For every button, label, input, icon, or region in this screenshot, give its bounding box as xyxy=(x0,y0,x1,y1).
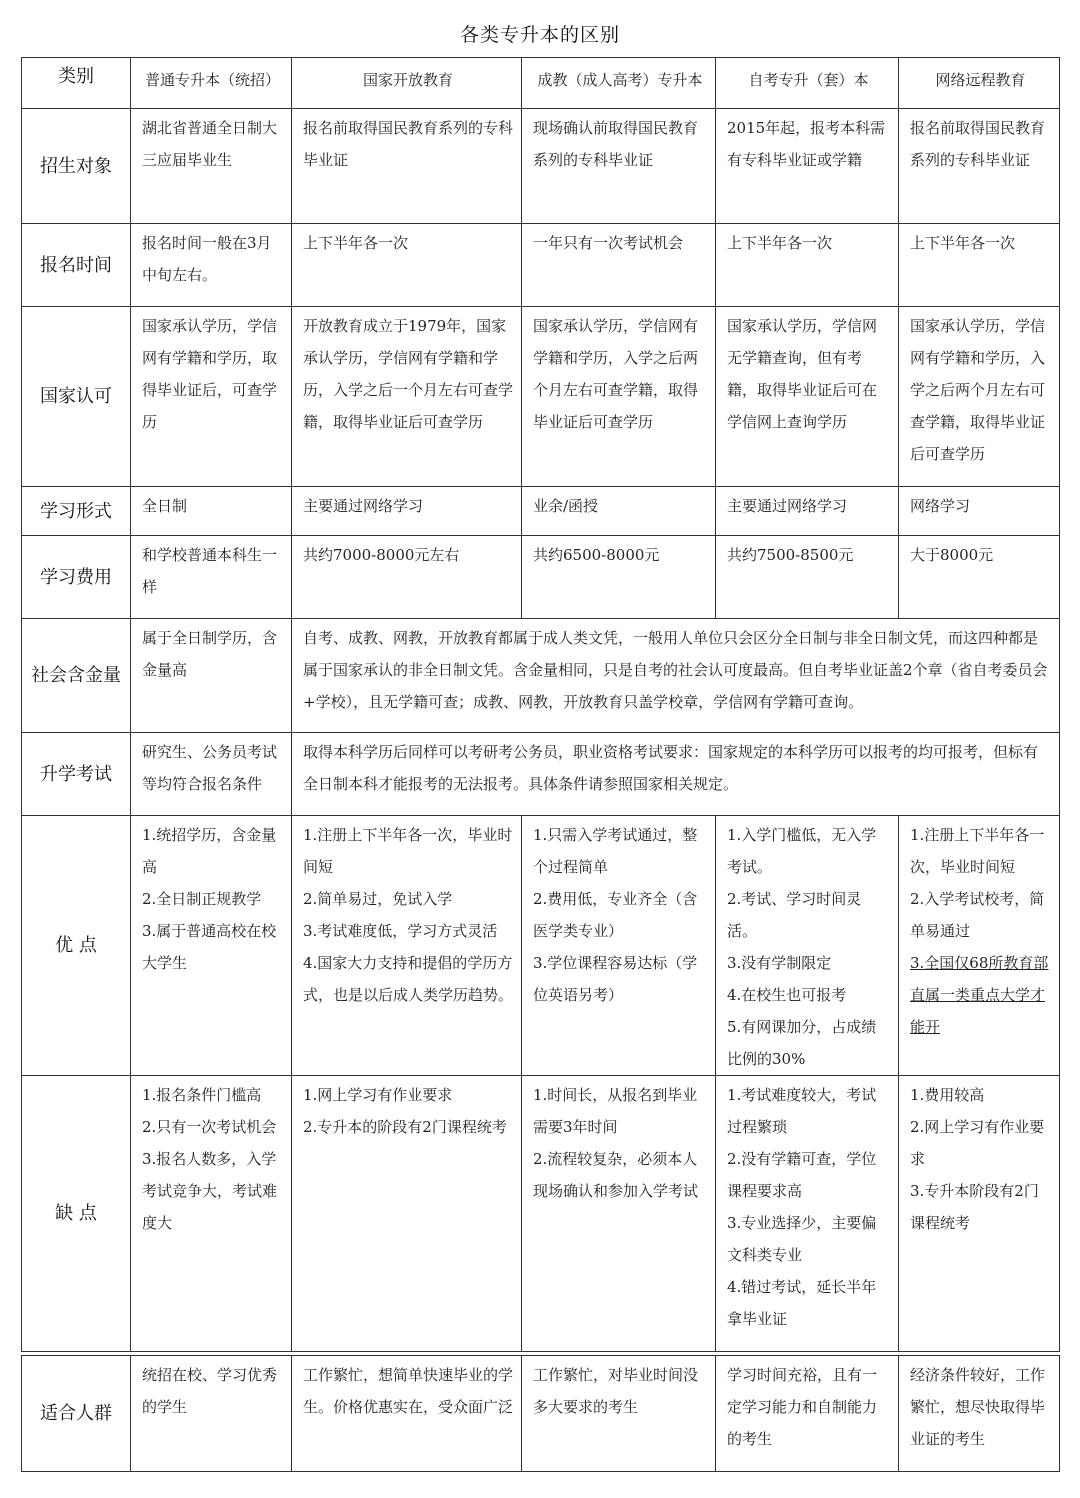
cell: 国家承认学历，学信网有学籍和学历，入学之后两个月左右可查学籍，取得毕业证后可查学历 xyxy=(899,307,1060,487)
list-item: 1.入学门槛低，无入学考试。 xyxy=(727,826,877,876)
list-item: 3.没有学制限定 xyxy=(727,954,832,972)
cell: 研究生、公务员考试等均符合报名条件 xyxy=(131,733,292,816)
cell: 国家承认学历，学信网有学籍和学历，取得毕业证后，可查学历 xyxy=(131,307,292,487)
header-label: 类别 xyxy=(22,58,131,109)
list-cell xyxy=(292,816,522,1076)
row-label: 优 点 xyxy=(22,816,131,1076)
row-label: 升学考试 xyxy=(22,733,131,816)
list-item: 2.专升本的阶段有2门课程统考 xyxy=(303,1118,507,1136)
list-item: 2.全日制正规教学 xyxy=(142,890,262,908)
list-item: 3.报名人数多，入学考试竞争大，考试难度大 xyxy=(142,1150,278,1232)
list-cell xyxy=(899,1076,1060,1352)
list-item: 4.在校生也可报考 xyxy=(727,986,847,1004)
list-item: 1.统招学历，含金量高 xyxy=(142,826,277,876)
cell: 一年只有一次考试机会 xyxy=(522,224,716,307)
list-cell xyxy=(716,1076,899,1352)
header-col-3: 成教（成人高考）专升本 xyxy=(522,58,716,109)
cell: 上下半年各一次 xyxy=(899,224,1060,307)
cell: 网络学习 xyxy=(899,487,1060,536)
cell: 报名时间一般在3月中旬左右。 xyxy=(131,224,292,307)
list-item: 2.入学考试校考，简单易通过 xyxy=(910,890,1045,940)
cell: 学习时间充裕，且有一定学习能力和自制能力的考生 xyxy=(716,1356,899,1472)
row-label: 国家认可 xyxy=(22,307,131,487)
row-label: 招生对象 xyxy=(22,109,131,224)
list-item: 2.网上学习有作业要求 xyxy=(910,1118,1045,1168)
row-cost xyxy=(22,536,1060,619)
cell: 现场确认前取得国民教育系列的专科毕业证 xyxy=(522,109,716,224)
row-social-value xyxy=(22,619,1060,733)
list-item: 4.国家大力支持和提倡的学历方式，也是以后成人类学历趋势。 xyxy=(303,954,514,1004)
cell: 湖北省普通全日制大三应届毕业生 xyxy=(131,109,292,224)
cell: 大于8000元 xyxy=(899,536,1060,619)
list-item: 2.考试、学习时间灵活。 xyxy=(727,890,862,940)
row-label: 学习形式 xyxy=(22,487,131,536)
list-cell xyxy=(292,1076,522,1352)
cell: 共约7500-8500元 xyxy=(716,536,899,619)
cell: 开放教育成立于1979年，国家承认学历，学信网有学籍和学历，入学之后一个月左右可查学籍，取得毕业证后可查学历 xyxy=(292,307,522,487)
merged-cell: 自考、成教、网教，开放教育都属于成人类文凭，一般用人单位只会区分全日制与非全日制文凭，而这四种都是属于国家承认的非全日制文凭。含金量相同，只是自考的社会认可度最高。但自考毕业证盖2个章（省自考委员会+学校），且无学籍可查；成教、网教，开放教育只盖学校章，学信网有学籍可查询。 xyxy=(292,619,1060,733)
row-enrollment xyxy=(22,109,1060,224)
list-item: 1.报名条件门槛高 xyxy=(142,1086,262,1104)
row-label: 学习费用 xyxy=(22,536,131,619)
list-item: 1.注册上下半年各一次，毕业时间短 xyxy=(303,826,513,876)
list-item: 1.只需入学考试通过，整个过程简单 xyxy=(533,826,698,876)
row-recognition xyxy=(22,307,1060,487)
cell: 报名前取得国民教育系列的专科毕业证 xyxy=(899,109,1060,224)
comparison-table xyxy=(21,57,1060,1352)
cell: 共约7000-8000元左右 xyxy=(292,536,522,619)
cell: 报名前取得国民教育系列的专科毕业证 xyxy=(292,109,522,224)
row-suitable xyxy=(22,1356,1060,1472)
row-label: 适合人群 xyxy=(22,1356,131,1472)
cell: 国家承认学历，学信网有学籍和学历，入学之后两个月左右可查学籍，取得毕业证后可查学历 xyxy=(522,307,716,487)
cell: 经济条件较好，工作繁忙，想尽快取得毕业证的考生 xyxy=(899,1356,1060,1472)
cell: 工作繁忙，想简单快速毕业的学生。价格优惠实在，受众面广泛 xyxy=(292,1356,522,1472)
row-label: 报名时间 xyxy=(22,224,131,307)
row-advantages xyxy=(22,816,1060,1076)
list-cell xyxy=(899,816,1060,1076)
merged-cell: 取得本科学历后同样可以考研考公务员，职业资格考试要求：国家规定的本科学历可以报考的均可报考，但标有全日制本科才能报考的无法报考。具体条件请参照国家相关规定。 xyxy=(292,733,1060,816)
list-item: 3.考试难度低，学习方式灵活 xyxy=(303,922,498,940)
list-item: 1.时间长，从报名到毕业需要3年时间 xyxy=(533,1086,698,1136)
cell: 共约6500-8000元 xyxy=(522,536,716,619)
list-cell xyxy=(131,1076,292,1352)
cell: 业余/函授 xyxy=(522,487,716,536)
cell: 2015年起，报考本科需有专科毕业证或学籍 xyxy=(716,109,899,224)
list-item: 2.流程较复杂，必须本人现场确认和参加入学考试 xyxy=(533,1150,699,1200)
list-cell xyxy=(522,816,716,1076)
list-item: 1.考试难度较大，考试过程繁琐 xyxy=(727,1086,877,1136)
cell: 和学校普通本科生一样 xyxy=(131,536,292,619)
list-item: 2.费用低，专业齐全（含医学类专业） xyxy=(533,890,698,940)
list-item: 1.费用较高 xyxy=(910,1086,985,1104)
list-item: 3.属于普通高校在校大学生 xyxy=(142,922,277,972)
cell: 上下半年各一次 xyxy=(292,224,522,307)
row-label: 社会含金量 xyxy=(22,619,131,733)
header-col-4: 自考专升（套）本 xyxy=(716,58,899,109)
list-cell xyxy=(522,1076,716,1352)
list-item: 1.注册上下半年各一次，毕业时间短 xyxy=(910,826,1045,876)
header-col-1: 普通专升本（统招） xyxy=(131,58,292,109)
row-registration-time xyxy=(22,224,1060,307)
row-study-mode xyxy=(22,487,1060,536)
header-col-2: 国家开放教育 xyxy=(292,58,522,109)
header-row xyxy=(22,58,1060,109)
row-disadvantages xyxy=(22,1076,1060,1352)
list-item: 4.错过考试，延长半年拿毕业证 xyxy=(727,1278,877,1328)
cell: 主要通过网络学习 xyxy=(716,487,899,536)
cell: 全日制 xyxy=(131,487,292,536)
list-item: 1.网上学习有作业要求 xyxy=(303,1086,453,1104)
cell: 国家承认学历，学信网无学籍查询，但有考籍，取得毕业证后可在学信网上查询学历 xyxy=(716,307,899,487)
list-item: 2.没有学籍可查，学位课程要求高 xyxy=(727,1150,877,1200)
cell: 工作繁忙，对毕业时间没多大要求的考生 xyxy=(522,1356,716,1472)
cell: 属于全日制学历，含金量高 xyxy=(131,619,292,733)
cell: 主要通过网络学习 xyxy=(292,487,522,536)
cell: 上下半年各一次 xyxy=(716,224,899,307)
list-item: 3.全国仅68所教育部直属一类重点大学才能开 xyxy=(910,954,1049,1036)
header-col-5: 网络远程教育 xyxy=(899,58,1060,109)
list-item: 3.专升本阶段有2门课程统考 xyxy=(910,1182,1039,1232)
list-cell xyxy=(131,816,292,1076)
page-title: 各类专升本的区别 xyxy=(459,24,620,46)
row-label: 缺 点 xyxy=(22,1076,131,1352)
list-cell xyxy=(716,816,899,1076)
list-item: 3.学位课程容易达标（学位英语另考） xyxy=(533,954,698,1004)
suitable-table xyxy=(21,1355,1060,1472)
cell: 统招在校、学习优秀的学生 xyxy=(131,1356,292,1472)
list-item: 3.专业选择少，主要偏文科类专业 xyxy=(727,1214,877,1264)
list-item: 2.简单易过，免试入学 xyxy=(303,890,453,908)
list-item: 5.有网课加分，占成绩比例的30% xyxy=(727,1018,877,1068)
list-item: 2.只有一次考试机会 xyxy=(142,1118,277,1136)
row-further-exams xyxy=(22,733,1060,816)
